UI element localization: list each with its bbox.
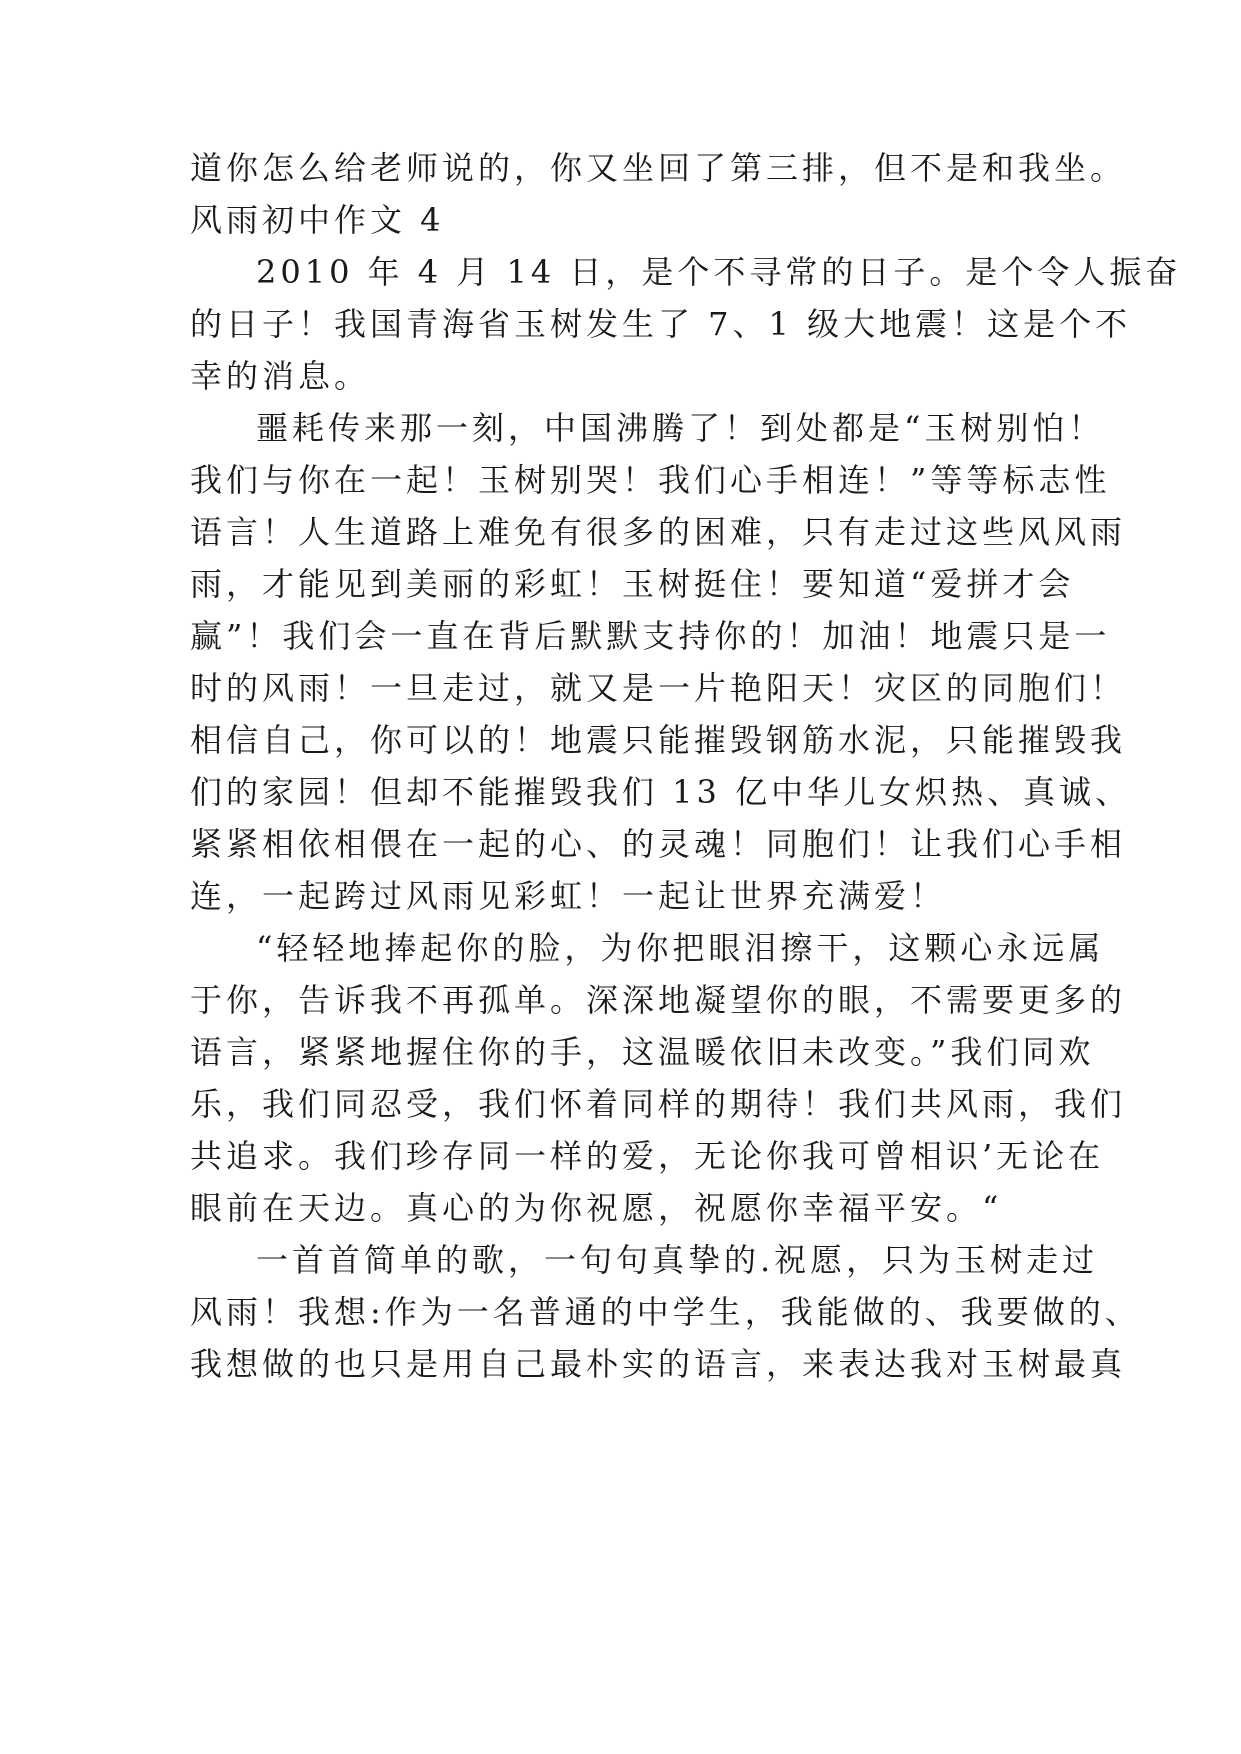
text-line: 相信自己，你可以的！地震只能摧毁钢筋水泥，只能摧毁我: [190, 721, 1127, 759]
text-line: 风雨！我想:作为一名普通的中学生，我能做的、我要做的、: [190, 1293, 1141, 1331]
text-line: 们的家园！但却不能摧毁我们 13 亿中华儿女炽热、真诚、: [190, 773, 1132, 811]
text-line: 噩耗传来那一刻，中国沸腾了！到处都是“玉树别怕！: [256, 409, 1105, 447]
text-line: 连，一起跨过风雨见彩虹！一起让世界充满爱！: [190, 877, 947, 915]
text-line: 眼前在天边。真心的为你祝愿，祝愿你幸福平安。“: [190, 1189, 1003, 1227]
text-line: 我想做的也只是用自己最朴实的语言，来表达我对玉树最真: [190, 1345, 1127, 1383]
text-line: 语言！人生道路上难免有很多的困难，只有走过这些风风雨: [190, 513, 1127, 551]
text-line: 赢”！我们会一直在背后默默支持你的！加油！地震只是一: [190, 617, 1111, 655]
text-line: 幸的消息。: [190, 357, 371, 395]
text-line: 乐，我们同忍受，我们怀着同样的期待！我们共风雨，我们: [190, 1085, 1127, 1123]
text-line: 共追求。我们珍存同一样的爱，无论你我可曾相识’无论在: [190, 1137, 1105, 1175]
text-line: 道你怎么给老师说的，你又坐回了第三排，但不是和我坐。: [190, 149, 1127, 187]
text-line: 时的风雨！一旦走过，就又是一片艳阳天！灾区的同胞们！: [190, 669, 1127, 707]
text-line: 的日子！我国青海省玉树发生了 7、1 级大地震！这是个不: [190, 305, 1132, 343]
text-line: 一首首简单的歌，一句句真挚的.祝愿，只为玉树走过: [256, 1241, 1099, 1279]
text-line: 雨，才能见到美丽的彩虹！玉树挺住！要知道“爱拼才会: [190, 565, 1075, 603]
text-line: 语言，紧紧地握住你的手，这温暖依旧未改变。”我们同欢: [190, 1033, 1095, 1071]
text-line: 2010 年 4 月 14 日，是个不寻常的日子。是个令人振奋: [256, 253, 1182, 291]
text-line: 于你，告诉我不再孤单。深深地凝望你的眼，不需要更多的: [190, 981, 1127, 1019]
text-line: 我们与你在一起！玉树别哭！我们心手相连！”等等标志性: [190, 461, 1111, 499]
section-heading: 风雨初中作文 4: [190, 201, 445, 239]
text-line: 紧紧相依相偎在一起的心、的灵魂！同胞们！让我们心手相: [190, 825, 1127, 863]
text-line: “轻轻地捧起你的脸，为你把眼泪擦干，这颗心永远属: [256, 929, 1105, 967]
